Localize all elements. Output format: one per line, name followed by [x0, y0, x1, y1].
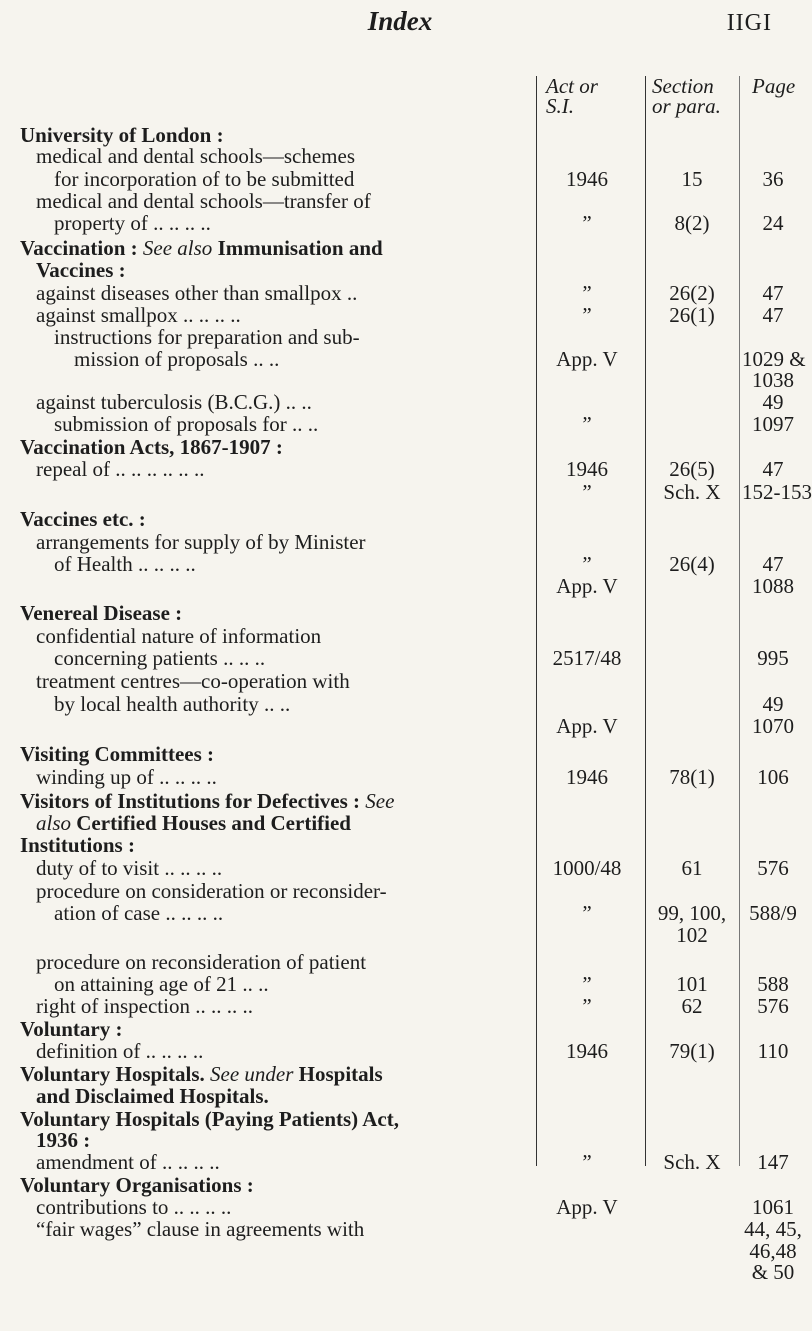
page-cell: 24 [762, 211, 784, 235]
entry-text-part: mission of proposals .. .. [74, 347, 280, 371]
entry-text-part: arrangements for supply of by Minister [36, 530, 366, 554]
page-cell: 1061 [752, 1195, 794, 1219]
entry-text-part: procedure on consideration or reconsider- [36, 879, 387, 903]
entry-text-part: treatment centres—co-operation with [36, 669, 350, 693]
entry-text [36, 458, 205, 480]
index-entry [0, 1129, 800, 1151]
index-entry [0, 480, 812, 504]
index-entry [0, 124, 800, 146]
index-entry [0, 436, 800, 458]
act-cell: ” [582, 994, 592, 1018]
entry-text-part: against diseases other than smallpox .. [36, 281, 358, 305]
entry-text-part: also [36, 811, 77, 835]
entry-text [36, 259, 126, 281]
entry-text [20, 237, 383, 259]
entry-text [36, 812, 351, 834]
page-cell: 49 [762, 692, 784, 716]
index-entry [0, 304, 800, 326]
section-cell: 102 [676, 923, 708, 947]
section-cell: 79(1) [669, 1039, 715, 1063]
index-entry [0, 553, 800, 575]
page-cell: 1038 [752, 368, 794, 392]
entry-text-part: Vaccines etc. : [20, 507, 146, 531]
act-cell: 1000/48 [552, 856, 622, 880]
entry-text [54, 326, 360, 348]
entry-text [36, 880, 387, 902]
entry-text [36, 531, 366, 553]
entry-text-part: Immunisation and [217, 236, 383, 260]
entry-text-part: and Disclaimed Hospitals. [36, 1084, 269, 1108]
index-entry [0, 647, 800, 669]
act-cell: App. V [556, 714, 618, 738]
page-cell: 152-153 [742, 480, 812, 504]
page-cell: 47 [762, 552, 784, 576]
index-entry [0, 693, 800, 715]
entry-text [36, 766, 217, 788]
entry-text [54, 168, 354, 190]
act-cell: ” [582, 303, 592, 327]
entry-text-part: concerning patients .. .. .. [54, 646, 266, 670]
entry-text [36, 1085, 269, 1107]
index-entry [0, 190, 800, 212]
index-entry [0, 834, 800, 856]
entry-text [36, 670, 350, 692]
entry-text-part: Vaccination : [20, 236, 143, 260]
entry-text-part: contributions to .. .. .. .. [36, 1195, 232, 1219]
section-cell: 78(1) [669, 765, 715, 789]
entry-text-part: procedure on reconsideration of patient [36, 950, 367, 974]
page-cell: 49 [762, 390, 784, 414]
entry-text-part: See under [210, 1062, 299, 1086]
entry-text [54, 647, 265, 669]
entry-text-part: definition of .. .. .. .. [36, 1039, 204, 1063]
index-entry [0, 145, 800, 167]
page-cell: & 50 [751, 1260, 795, 1284]
section-cell: 101 [676, 972, 708, 996]
entry-text-part: repeal of .. .. .. .. .. .. [36, 457, 205, 481]
index-entry [0, 766, 800, 788]
index-entry [0, 391, 800, 413]
entry-text [36, 995, 253, 1017]
act-cell: 1946 [566, 457, 608, 481]
act-cell: 1946 [566, 167, 608, 191]
page-cell: 47 [762, 281, 784, 305]
act-cell: ” [582, 972, 592, 996]
entry-text-part: Certified Houses and Certified [76, 811, 351, 835]
page-cell: 1088 [752, 574, 794, 598]
section-cell: Sch. X [663, 480, 721, 504]
index-entry [0, 237, 800, 259]
section-cell: 26(5) [669, 457, 715, 481]
entry-text [54, 212, 211, 234]
section-cell: 26(2) [669, 281, 715, 305]
entry-text [20, 602, 182, 624]
section-cell: 26(1) [669, 303, 715, 327]
entry-text [36, 951, 366, 973]
act-cell: ” [582, 901, 592, 925]
page-cell: 36 [762, 167, 784, 191]
section-column-header: Section or para. [652, 74, 721, 118]
entry-text-part: against tuberculosis (B.C.G.) .. .. [36, 390, 312, 414]
act-cell: 2517/48 [552, 646, 622, 670]
entry-text-part: Vaccination Acts, 1867-1907 : [20, 435, 283, 459]
index-entry [0, 458, 800, 480]
page-cell: 576 [757, 856, 789, 880]
index-entry [0, 347, 806, 371]
section-cell: 61 [681, 856, 703, 880]
page-cell: 1029 & [742, 347, 806, 371]
entry-text [36, 1151, 220, 1173]
entry-text [20, 834, 135, 856]
entry-text-part: on attaining age of 21 .. .. [54, 972, 269, 996]
section-cell: 99, 100, [657, 901, 727, 925]
entry-text-part: medical and dental schools—schemes [36, 144, 355, 168]
entry-text-part: Institutions : [20, 833, 135, 857]
entry-text [54, 413, 318, 435]
index-entry [0, 1085, 800, 1107]
entry-text-part: property of .. .. .. .. [54, 211, 211, 235]
entry-text-part: duty of to visit .. .. .. .. [36, 856, 223, 880]
index-entry [0, 1196, 800, 1218]
act-cell: ” [582, 1150, 592, 1174]
entry-text [36, 1196, 231, 1218]
act-cell: ” [582, 480, 592, 504]
index-entry [0, 602, 800, 624]
entry-text [36, 857, 222, 879]
index-entry [0, 790, 800, 812]
page-cell: 44, 45, [744, 1217, 802, 1241]
page-cell: 588 [757, 972, 789, 996]
entry-text [20, 790, 394, 812]
entry-text [20, 743, 214, 765]
page-cell: 47 [762, 303, 784, 327]
act-cell: ” [582, 281, 592, 305]
index-entry [0, 1261, 800, 1283]
index-entry [0, 973, 800, 995]
index-entry [0, 282, 800, 304]
entry-text [36, 282, 357, 304]
page-number: IIGI [726, 10, 772, 36]
entry-text-part: amendment of .. .. .. .. [36, 1150, 220, 1174]
entry-text [54, 693, 290, 715]
page-column-header: Page [752, 74, 796, 98]
page-title: Index [367, 6, 433, 36]
page-cell: 1070 [752, 714, 794, 738]
act-cell: ” [582, 412, 592, 436]
entry-text-part: Visiting Committees : [20, 742, 215, 766]
index-entry [0, 369, 800, 391]
index-entry [0, 715, 800, 737]
index-entry [0, 743, 800, 765]
index-entry [0, 857, 800, 879]
entry-text-part: by local health authority .. .. [54, 692, 291, 716]
section-cell: 26(4) [669, 552, 715, 576]
entry-text-part: right of inspection .. .. .. .. [36, 994, 253, 1018]
index-entry [0, 1040, 800, 1062]
entry-text [54, 973, 269, 995]
entry-text [20, 436, 283, 458]
index-entry [0, 212, 800, 234]
act-cell: ” [582, 211, 592, 235]
page-cell: 106 [757, 765, 789, 789]
index-entry [0, 508, 800, 530]
index-entry [0, 951, 800, 973]
section-cell: Sch. X [663, 1150, 721, 1174]
entry-text [36, 625, 321, 647]
index-entry [0, 575, 800, 597]
entry-text [20, 508, 146, 530]
entry-text [36, 391, 312, 413]
index-entry [0, 1174, 800, 1196]
entry-text-part: Voluntary Hospitals (Paying Patients) Act, [20, 1107, 399, 1131]
entry-text [36, 1129, 90, 1151]
entry-text-part: submission of proposals for .. .. [54, 412, 319, 436]
entry-text-part: for incorporation of to be submitted [54, 167, 355, 191]
page-cell: 995 [757, 646, 789, 670]
page-cell: 110 [757, 1039, 789, 1063]
index-entry [0, 880, 800, 902]
entry-text [54, 553, 196, 575]
entry-text-part: against smallpox .. .. .. .. [36, 303, 241, 327]
entry-text [20, 124, 224, 146]
entry-text-part: instructions for preparation and sub- [54, 325, 360, 349]
entry-text [20, 1174, 254, 1196]
entry-text-part: Visitors of Institutions for Defectives : [20, 789, 366, 813]
entry-text [74, 348, 279, 370]
index-entry [0, 1151, 800, 1173]
index-entry [0, 531, 800, 553]
entry-text-part: winding up of .. .. .. .. [36, 765, 217, 789]
entry-text-part: Hospitals [298, 1062, 383, 1086]
entry-text-part: See [365, 789, 395, 813]
index-entry [0, 902, 800, 924]
entry-text-part: Voluntary : [20, 1017, 123, 1041]
index-entry [0, 1108, 800, 1130]
act-cell: 1946 [566, 765, 608, 789]
entry-text-part: medical and dental schools—transfer of [36, 189, 371, 213]
page-cell: 147 [757, 1150, 789, 1174]
page-cell: 46,48 [749, 1239, 797, 1263]
entry-text-part: 1936 : [36, 1128, 91, 1152]
index-entry [0, 1063, 800, 1085]
act-cell: 1946 [566, 1039, 608, 1063]
entry-text-part: University of London : [20, 123, 224, 147]
entry-text [36, 1040, 203, 1062]
entry-text [54, 902, 223, 924]
entry-text-part: confidential nature of information [36, 624, 322, 648]
entry-text-part: See also [142, 236, 218, 260]
index-entry [0, 413, 800, 435]
page-cell: 588/9 [749, 901, 797, 925]
index-entry [0, 1240, 800, 1262]
page-cell: 576 [757, 994, 789, 1018]
page-cell: 1097 [752, 412, 794, 436]
page-cell: 47 [762, 457, 784, 481]
entry-text-part: Voluntary Hospitals. [20, 1062, 211, 1086]
entry-text [20, 1018, 123, 1040]
act-cell: App. V [556, 347, 618, 371]
act-cell: ” [582, 552, 592, 576]
index-entry [0, 995, 800, 1017]
index-entry [0, 259, 800, 281]
entry-text [20, 1108, 399, 1130]
act-cell: App. V [556, 1195, 618, 1219]
entry-text-part: Venereal Disease : [20, 601, 183, 625]
index-entry [0, 670, 800, 692]
entry-text [20, 1063, 383, 1085]
entry-text-part: of Health .. .. .. .. [54, 552, 196, 576]
index-entry [0, 924, 800, 946]
entry-text [36, 1218, 364, 1240]
section-cell: 8(2) [674, 211, 710, 235]
index-entry [0, 1018, 800, 1040]
entry-text [36, 145, 355, 167]
entry-text-part: ation of case .. .. .. .. [54, 901, 224, 925]
entry-text-part: “fair wages” clause in agreements with [36, 1217, 365, 1241]
entry-text-part: Vaccines : [36, 258, 126, 282]
entry-text-part: Voluntary Organisations : [20, 1173, 254, 1197]
index-entry [0, 812, 800, 834]
act-cell: App. V [556, 574, 618, 598]
entry-text [36, 190, 371, 212]
index-entry [0, 1218, 800, 1240]
entry-text [36, 304, 241, 326]
index-entry [0, 168, 800, 190]
section-cell: 62 [681, 994, 703, 1018]
act-column-header: Act or S.I. [546, 74, 598, 118]
section-cell: 15 [681, 167, 703, 191]
index-entry [0, 625, 800, 647]
index-entry [0, 326, 800, 348]
